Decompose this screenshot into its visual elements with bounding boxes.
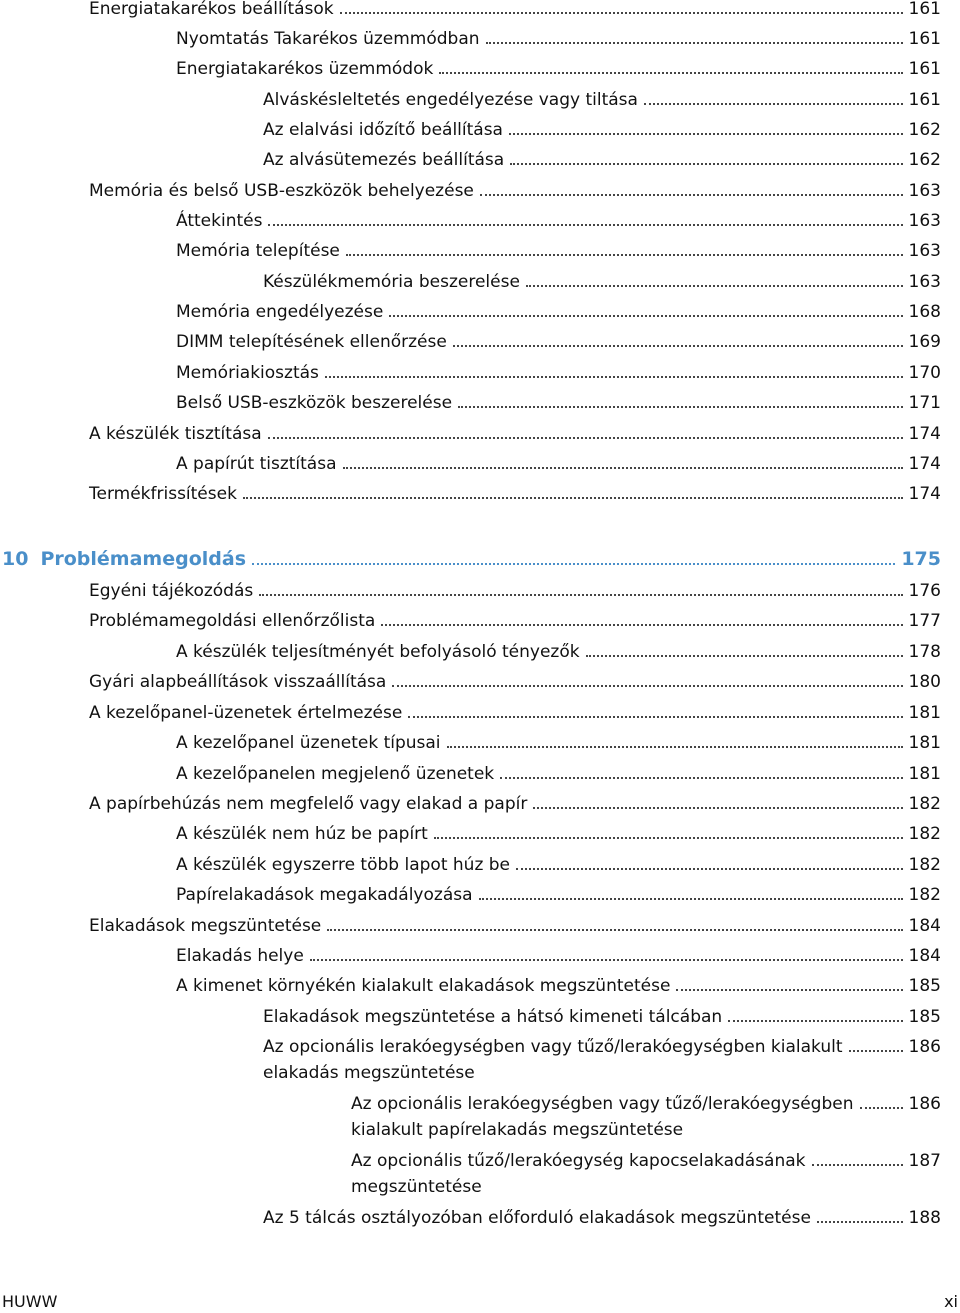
toc-page-number: 163 <box>908 181 941 201</box>
toc-entry-title: DIMM telepítésének ellenőrzése <box>176 332 447 352</box>
toc-entry[interactable] <box>176 451 941 477</box>
toc-entry[interactable] <box>176 852 941 878</box>
toc-entry-title: Memória telepítése <box>176 241 340 261</box>
toc-page-number: 163 <box>908 241 941 261</box>
toc-dot-leader <box>500 777 902 779</box>
toc-entry[interactable] <box>263 117 941 143</box>
toc-entry-title: Energiatakarékos üzemmódok <box>176 59 434 79</box>
toc-dot-leader <box>447 746 903 748</box>
toc-page-number: 163 <box>908 272 941 292</box>
toc-entry-title: Alváskésleltetés engedélyezése vagy tiltása <box>263 90 638 110</box>
toc-entry[interactable] <box>176 238 941 264</box>
toc-page-number: 162 <box>908 120 941 140</box>
toc-dot-leader <box>325 376 903 378</box>
footer-locale-code: HUWW <box>2 1292 58 1311</box>
toc-dot-leader <box>817 1221 903 1223</box>
toc-entry[interactable] <box>176 299 941 325</box>
toc-dot-leader <box>453 345 903 347</box>
toc-dot-leader <box>381 624 902 626</box>
toc-entry[interactable] <box>89 700 941 726</box>
toc-entry-title: Memóriakiosztás <box>176 363 319 383</box>
toc-entry-title: Az opcionális tűző/lerakóegység kapocselakadásának megszüntetése <box>351 1151 806 1197</box>
toc-entry-title: Áttekintés <box>176 211 263 231</box>
toc-entry-title: Termékfrissítések <box>89 484 237 504</box>
toc-dot-leader <box>340 12 903 14</box>
toc-dot-leader <box>812 1164 903 1166</box>
toc-entry[interactable] <box>89 0 941 22</box>
toc-entry[interactable] <box>351 1148 941 1200</box>
toc-entry[interactable] <box>263 147 941 173</box>
toc-dot-leader <box>586 655 903 657</box>
toc-chapter-number: 10 <box>2 548 29 570</box>
toc-dot-leader <box>479 898 903 900</box>
toc-dot-leader <box>389 315 902 317</box>
toc-entry[interactable] <box>89 791 941 817</box>
toc-dot-leader <box>458 406 902 408</box>
toc-entry[interactable] <box>176 821 941 847</box>
toc-entry-title: Problémamegoldási ellenőrzőlista <box>89 611 376 631</box>
toc-entry-title: Az opcionális lerakóegységben vagy tűző/lerakóegységben kialakult elakadás megszüntetése <box>263 1037 843 1083</box>
toc-page-number: 171 <box>908 393 941 413</box>
toc-dot-leader <box>346 254 903 256</box>
toc-entry-title: Elakadás helye <box>176 946 304 966</box>
toc-dot-leader <box>728 1020 902 1022</box>
toc-entry-title: Memória engedélyezése <box>176 302 384 322</box>
toc-page-number: 181 <box>908 733 941 753</box>
toc-page-number: 186 <box>908 1037 941 1057</box>
toc-dot-leader <box>509 133 903 135</box>
toc-entry-title: A kezelőpanel-üzenetek értelmezése <box>89 703 403 723</box>
toc-entry[interactable] <box>89 669 941 695</box>
toc-page-number: 184 <box>908 916 941 936</box>
toc-entry-title: Memória és belső USB-eszközök behelyezése <box>89 181 474 201</box>
toc-entry-title: Papírelakadások megakadályozása <box>176 885 473 905</box>
toc-entry-title: Az alvásütemezés beállítása <box>263 150 505 170</box>
toc-entry[interactable] <box>176 973 941 999</box>
toc-page-number: 186 <box>908 1094 941 1114</box>
toc-entry-title: Elakadások megszüntetése <box>89 916 322 936</box>
toc-page-number: 185 <box>908 1007 941 1027</box>
toc-entry[interactable] <box>89 608 941 634</box>
toc-dot-leader <box>268 224 902 226</box>
toc-entry[interactable] <box>176 360 941 386</box>
toc-entry[interactable] <box>263 269 941 295</box>
toc-dot-leader <box>486 42 903 44</box>
toc-entry[interactable] <box>89 481 941 507</box>
toc-page-number: 182 <box>908 824 941 844</box>
toc-dot-leader <box>243 497 903 499</box>
toc-page-number: 161 <box>908 90 941 110</box>
toc-entry[interactable] <box>176 761 941 787</box>
toc-entry[interactable] <box>176 56 941 82</box>
toc-entry[interactable] <box>263 1034 941 1086</box>
toc-page-number: 182 <box>908 885 941 905</box>
toc-entry-title: A készülék nem húz be papírt <box>176 824 428 844</box>
toc-dot-leader <box>849 1050 903 1052</box>
toc-chapter-heading[interactable] <box>2 546 941 572</box>
toc-entry-title: Az elalvási időzítő beállítása <box>263 120 503 140</box>
toc-entry[interactable] <box>176 943 941 969</box>
toc-entry[interactable] <box>176 390 941 416</box>
toc-entry-title: A készülék tisztítása <box>89 424 262 444</box>
toc-page-number: 161 <box>908 59 941 79</box>
toc-page-number: 174 <box>908 454 941 474</box>
toc-entry[interactable] <box>89 913 941 939</box>
toc-page-number: 168 <box>908 302 941 322</box>
toc-entry-title: Energiatakarékos beállítások <box>89 0 334 19</box>
toc-entry[interactable] <box>176 882 941 908</box>
toc-page-number: 162 <box>908 150 941 170</box>
toc-page-number: 170 <box>908 363 941 383</box>
toc-page-number: 185 <box>908 976 941 996</box>
toc-entry-title: A kimenet környékén kialakult elakadások megszüntetése <box>176 976 671 996</box>
toc-page-number: 182 <box>908 794 941 814</box>
toc-dot-leader <box>408 716 902 718</box>
toc-dot-leader <box>644 103 903 105</box>
toc-entry-title: Készülékmemória beszerelése <box>263 272 520 292</box>
toc-dot-leader <box>526 285 903 287</box>
toc-entry[interactable] <box>89 578 941 604</box>
toc-entry-title: Nyomtatás Takarékos üzemmódban <box>176 29 480 49</box>
toc-entry-title: A papírút tisztítása <box>176 454 337 474</box>
toc-page-number: 163 <box>908 211 941 231</box>
toc-dot-leader <box>516 868 903 870</box>
toc-page-number: 174 <box>908 424 941 444</box>
toc-entry-title: A kezelőpanelen megjelenő üzenetek <box>176 764 495 784</box>
toc-entry-title: Gyári alapbeállítások visszaállítása <box>89 672 387 692</box>
toc-entry-title: Egyéni tájékozódás <box>89 581 254 601</box>
toc-dot-leader <box>252 563 895 565</box>
toc-entry-title: Az 5 tálcás osztályozóban előforduló elakadások megszüntetése <box>263 1208 811 1228</box>
toc-entry[interactable] <box>176 639 941 665</box>
toc-dot-leader <box>268 437 903 439</box>
toc-page-number: 178 <box>908 642 941 662</box>
toc-entry[interactable] <box>351 1091 941 1143</box>
toc-page-number: 187 <box>908 1151 941 1171</box>
toc-entry[interactable] <box>176 26 941 52</box>
toc-entry-title: A készülék egyszerre több lapot húz be <box>176 855 511 875</box>
toc-entry[interactable] <box>89 178 941 204</box>
toc-page-number: 175 <box>901 548 941 570</box>
toc-page-number: 177 <box>908 611 941 631</box>
footer-page-number: xi <box>944 1292 958 1311</box>
toc-dot-leader <box>510 163 902 165</box>
toc-entry[interactable] <box>263 87 941 113</box>
toc-dot-leader <box>860 1107 903 1109</box>
toc-page-number: 176 <box>908 581 941 601</box>
toc-entry-title: A készülék teljesítményét befolyásoló tényezők <box>176 642 580 662</box>
toc-entry-title: Belső USB-eszközök beszerelése <box>176 393 453 413</box>
toc-entry[interactable] <box>263 1004 941 1030</box>
toc-entry[interactable] <box>176 730 941 756</box>
toc-dot-leader <box>533 807 902 809</box>
toc-dot-leader <box>259 594 902 596</box>
toc-entry-title: A papírbehúzás nem megfelelő vagy elakad a papír <box>89 794 528 814</box>
toc-dot-leader <box>310 959 903 961</box>
toc-page-number: 182 <box>908 855 941 875</box>
toc-entry[interactable] <box>89 421 941 447</box>
toc-entry[interactable] <box>176 329 941 355</box>
toc-dot-leader <box>343 467 903 469</box>
toc-dot-leader <box>480 194 903 196</box>
toc-entry[interactable] <box>176 208 941 234</box>
toc-dot-leader <box>434 837 903 839</box>
toc-page-number: 169 <box>908 332 941 352</box>
toc-dot-leader <box>392 685 902 687</box>
toc-page-number: 188 <box>908 1208 941 1228</box>
toc-page-number: 161 <box>908 29 941 49</box>
toc-page-number: 161 <box>908 0 941 19</box>
toc-dot-leader <box>327 929 902 931</box>
toc-entry[interactable] <box>263 1205 941 1231</box>
toc-page-number: 174 <box>908 484 941 504</box>
toc-page-number: 184 <box>908 946 941 966</box>
toc-page-number: 180 <box>908 672 941 692</box>
toc-dot-leader <box>676 989 902 991</box>
toc-entry-title: A kezelőpanel üzenetek típusai <box>176 733 441 753</box>
toc-page-number: 181 <box>908 703 941 723</box>
toc-entry-title: Elakadások megszüntetése a hátsó kimeneti tálcában <box>263 1007 723 1027</box>
toc-page-number: 181 <box>908 764 941 784</box>
toc-entry-title: Az opcionális lerakóegységben vagy tűző/lerakóegységben kialakult papírelakadás megszüntetése <box>351 1094 854 1140</box>
toc-chapter-title: Problémamegoldás <box>40 548 247 570</box>
toc-dot-leader <box>439 72 902 74</box>
